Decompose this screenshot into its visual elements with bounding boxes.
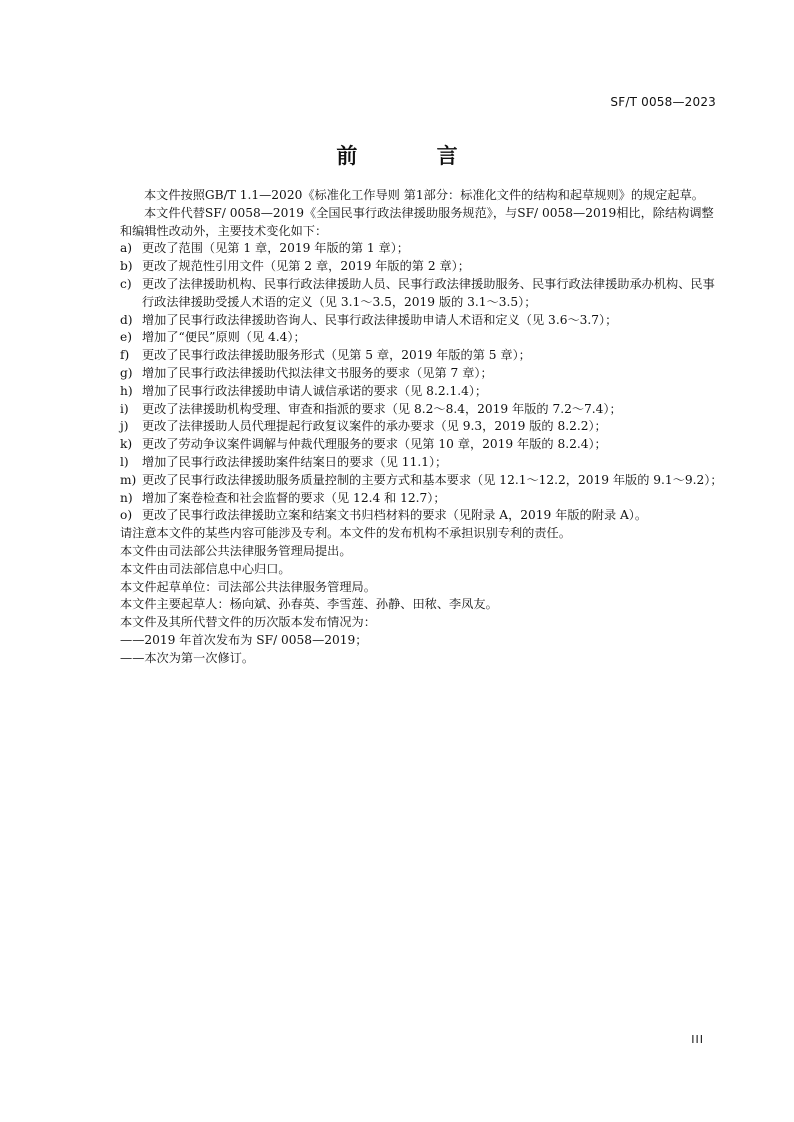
change-item [120, 418, 725, 436]
change-item [120, 240, 725, 258]
change-item-label: h) [120, 383, 133, 398]
change-item-text: 增加了民事行政法律援助代拟法律文书服务的要求（见第 7 章）； [142, 365, 493, 380]
drafting-unit-paragraph: 本文件起草单位：司法部公共法律服务管理局。 [120, 579, 376, 594]
change-item-text: 增加了民事行政法律援助申请人诚信承诺的要求（见 8.2.1.4）； [142, 383, 488, 398]
drafters-paragraph: 本文件主要起草人：杨向斌、孙春英、李雪莲、孙静、田秾、李凤友。 [120, 597, 498, 612]
change-item-label: n) [120, 490, 133, 505]
change-item-label: o) [120, 508, 133, 523]
document-id: SF/T 0058—2023 [610, 95, 716, 109]
change-item-label: i) [120, 401, 129, 416]
change-item [120, 383, 725, 401]
change-item [120, 401, 725, 419]
change-item-text: 增加了案卷检查和社会监督的要求（见 12.4 和 12.7）； [142, 490, 446, 505]
change-item-label: f) [120, 348, 130, 363]
change-item [120, 436, 725, 454]
change-item-text: 更改了民事行政法律援助服务形式（见第 5 章，2019 年版的第 5 章）； [142, 348, 531, 363]
change-item [120, 276, 725, 312]
change-item [120, 347, 725, 365]
change-item-text: 更改了民事行政法律援助服务质量控制的主要方式和基本要求（见 12.1～12.2，2019 年版的 9.1～9.2）； [142, 472, 723, 487]
change-item-text: 增加了“便民”原则（见 4.4）； [142, 330, 306, 345]
document-body [120, 187, 725, 668]
change-item [120, 312, 725, 330]
change-item-text: 增加了民事行政法律援助案件结案日的要求（见 11.1）； [142, 454, 448, 469]
proposer-paragraph: 本文件由司法部公共法律服务管理局提出。 [120, 543, 352, 558]
change-item-label: j) [120, 419, 129, 434]
change-item [120, 329, 725, 347]
patent-notice: 请注意本文件的某些内容可能涉及专利。本文件的发布机构不承担识别专利的责任。 [120, 526, 571, 541]
change-item [120, 472, 725, 490]
change-item-label: c) [120, 276, 132, 291]
page-number: III [691, 1033, 704, 1046]
history-item: ——2019 年首次发布为 SF/ 0058—2019； [120, 632, 368, 647]
change-item-text: 更改了法律援助人员代理提起行政复议案件的承办要求（见 9.3，2019 版的 8.2.2）； [142, 419, 607, 434]
change-item-label: e) [120, 330, 132, 345]
page-title: 前 言 [336, 143, 494, 168]
change-item-text: 更改了民事行政法律援助立案和结案文书归档材料的要求（见附录 A，2019 年版的附录 A）。 [142, 508, 648, 523]
history-intro-paragraph: 本文件及其所代替文件的历次版本发布情况为： [120, 615, 376, 630]
intro-paragraph: 本文件按照GB/T 1.1—2020《标准化工作导则 第1部分：标准化文件的结构和起草规则》的规定起草。 [144, 188, 704, 202]
replacement-paragraph: 本文件代替SF/ 0058—2019《全国民事行政法律援助服务规范》，与SF/ 0058—2019相比，除结构调整和编辑性改动外，主要技术变化如下： [120, 205, 714, 238]
change-item-text: 更改了范围（见第 1 章，2019 年版的第 1 章）； [142, 241, 409, 256]
change-item [120, 258, 725, 276]
change-item-label: k) [120, 437, 133, 452]
change-item-label: g) [120, 365, 133, 380]
change-item [120, 454, 725, 472]
change-item-text: 更改了规范性引用文件（见第 2 章，2019 年版的第 2 章）； [142, 259, 470, 274]
change-item [120, 490, 725, 508]
change-item-text: 更改了法律援助机构受理、审查和指派的要求（见 8.2～8.4，2019 年版的 7.2～7.4）； [142, 401, 622, 416]
changes-list [120, 240, 725, 525]
change-item-label: d) [120, 312, 133, 327]
change-item-text: 更改了劳动争议案件调解与仲裁代理服务的要求（见第 10 章，2019 年版的 8.2.4）； [142, 437, 607, 452]
history-item: ——本次为第一次修订。 [120, 650, 255, 665]
change-item-label: a) [120, 241, 133, 256]
change-item-label: m) [120, 472, 137, 487]
change-item [120, 365, 725, 383]
change-item [120, 507, 725, 525]
centralized-paragraph: 本文件由司法部信息中心归口。 [120, 561, 291, 576]
change-item-label: l) [120, 454, 129, 469]
change-item-text: 更改了法律援助机构、民事行政法律援助人员、民事行政法律援助服务、民事行政法律援助承办机构、民事行政法律援助受援人术语的定义（见 3.1～3.5，2019 版的 3.1～3.5）； [142, 276, 715, 309]
change-item-text: 增加了民事行政法律援助咨询人、民事行政法律援助申请人术语和定义（见 3.6～3.7）； [142, 312, 618, 327]
change-item-label: b) [120, 259, 133, 274]
